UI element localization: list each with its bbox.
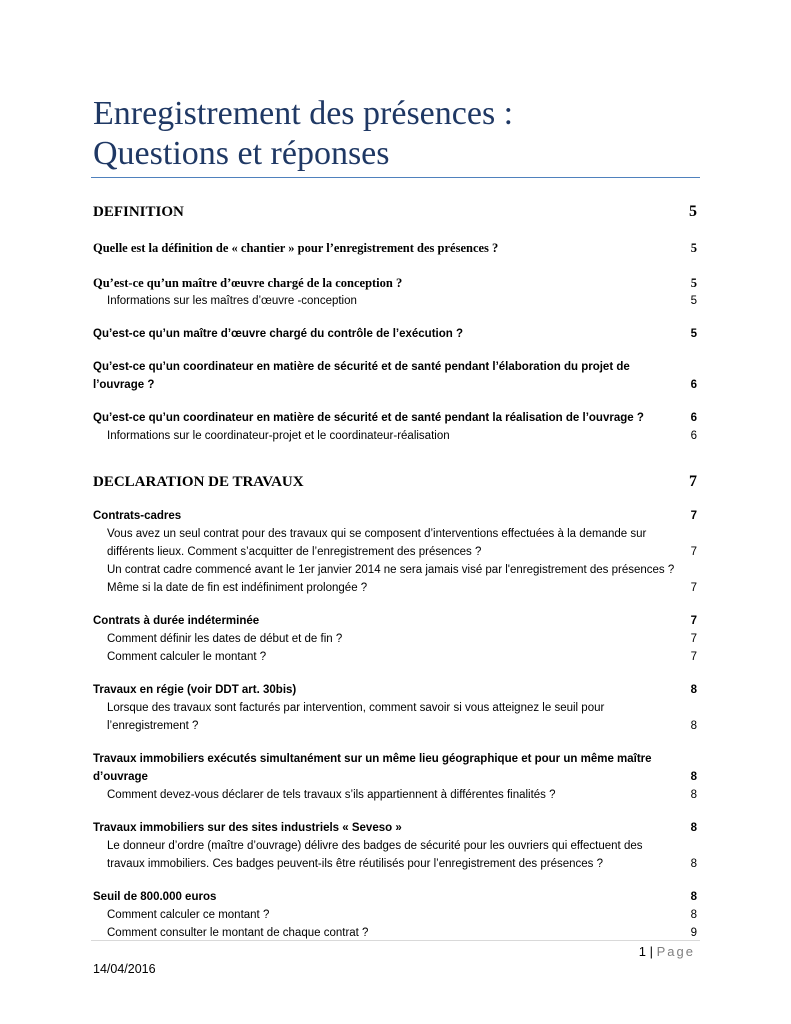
toc-page-number: 7 <box>690 651 697 663</box>
toc-page-number: 8 <box>690 720 697 732</box>
toc-page-number: 7 <box>689 473 697 490</box>
toc-page-number: 7 <box>690 615 697 627</box>
toc-subentry[interactable] <box>93 561 697 597</box>
toc-entry-text: Informations sur le coordinateur-projet et le coordinateur-réalisation <box>107 430 450 442</box>
footer-divider <box>91 940 700 941</box>
toc-page-number: 7 <box>690 510 697 522</box>
toc-page-number: 5 <box>689 203 697 220</box>
toc-entry[interactable] <box>93 681 697 699</box>
toc-entry-text: Lorsque des travaux sont facturés par intervention, comment savoir si vous atteignez le seuil pour l’enregistrement ? <box>107 702 605 732</box>
toc-entry[interactable] <box>93 409 697 427</box>
toc-heading[interactable] <box>93 472 697 492</box>
toc-entry-text: Comment définir les dates de début et de fin ? <box>107 633 343 645</box>
toc-page-number: 7 <box>690 633 697 645</box>
toc-page-number: 5 <box>690 295 697 307</box>
title-underline <box>91 177 700 178</box>
toc-page-number: 8 <box>690 909 697 921</box>
toc-subentry[interactable] <box>93 525 697 561</box>
toc-heading[interactable] <box>93 202 697 222</box>
toc-subentry[interactable] <box>93 427 697 445</box>
toc-entry-text: Travaux immobiliers sur des sites industriels « Seveso » <box>93 822 402 834</box>
toc-page-number: 7 <box>690 546 697 558</box>
toc-subentry[interactable] <box>93 630 697 648</box>
toc-entry-text: Comment calculer le montant ? <box>107 651 267 663</box>
toc-entry-text: Vous avez un seul contrat pour des travaux qui se composent d’interventions effectuées à la demande sur différents lieux. Comment s’acquitter de l’enregistrement des présences ? <box>107 528 647 558</box>
toc-page-number: 8 <box>690 858 697 870</box>
toc-entry[interactable] <box>93 819 697 837</box>
toc-entry-text: Qu’est-ce qu’un coordinateur en matière de sécurité et de santé pendant la réalisation de l’ouvrage ? <box>93 412 644 424</box>
footer-page-number <box>639 944 695 959</box>
toc-page-number: 5 <box>690 241 697 255</box>
toc-entry[interactable] <box>93 612 697 630</box>
toc-entry[interactable] <box>93 358 697 394</box>
page-separator: | <box>649 944 653 959</box>
toc-page-number: 8 <box>690 789 697 801</box>
toc-entry-text: Comment calculer ce montant ? <box>107 909 270 921</box>
toc-entry-text: Comment devez-vous déclarer de tels travaux s’ils appartiennent à différentes finalités ? <box>107 789 556 801</box>
toc-entry-text: Contrats-cadres <box>93 510 182 522</box>
toc-page-number: 6 <box>690 379 697 391</box>
toc-page-number: 6 <box>690 430 697 442</box>
toc-entry-text: Qu’est-ce qu’un coordinateur en matière de sécurité et de santé pendant l’élaboration du projet de l’ouvrage ? <box>93 361 630 391</box>
toc-entry-text: Informations sur les maîtres d’œuvre -conception <box>107 295 357 307</box>
toc-page-number: 8 <box>690 684 697 696</box>
toc-page-number: 8 <box>690 771 697 783</box>
toc-entry-text: Travaux immobiliers exécutés simultanément sur un même lieu géographique et pour un même maître d’ouvrage <box>93 753 652 783</box>
toc-entry-text: Qu’est-ce qu’un maître d’œuvre chargé du contrôle de l’exécution ? <box>93 328 463 340</box>
toc-page-number: 7 <box>690 582 697 594</box>
toc-page-number: 9 <box>690 927 697 939</box>
toc-page-number: 6 <box>690 412 697 424</box>
toc-entry-text: DECLARATION DE TRAVAUX <box>93 474 304 490</box>
title-line-2: Questions et réponses <box>93 135 390 172</box>
toc-page-number: 5 <box>690 276 697 290</box>
toc-page-number: 5 <box>690 328 697 340</box>
toc-entry-text: Comment consulter le montant de chaque contrat ? <box>107 927 369 939</box>
footer-date: 14/04/2016 <box>93 962 156 976</box>
title-line-1: Enregistrement des présences : <box>93 95 514 132</box>
toc-entry-text: Contrats à durée indéterminée <box>93 615 260 627</box>
page-label: Page <box>656 944 695 959</box>
toc-entry-text: Seuil de 800.000 euros <box>93 891 217 903</box>
toc-entry[interactable] <box>93 325 697 343</box>
toc-entry[interactable] <box>93 888 697 906</box>
toc-subentry[interactable] <box>93 906 697 924</box>
toc-entry-text: Travaux en régie (voir DDT art. 30bis) <box>93 684 297 696</box>
toc-subentry[interactable] <box>93 648 697 666</box>
toc-entry[interactable] <box>93 507 697 525</box>
toc-page-number: 8 <box>690 822 697 834</box>
toc-page-number: 8 <box>690 891 697 903</box>
document-title <box>93 94 713 174</box>
toc-subentry[interactable] <box>93 292 697 310</box>
toc-entry-text: Qu’est-ce qu’un maître d’œuvre chargé de la conception ? <box>93 276 403 290</box>
table-of-contents <box>93 198 697 942</box>
toc-entry-text: DEFINITION <box>93 204 184 220</box>
toc-subentry[interactable] <box>93 837 697 873</box>
toc-entry-text: Un contrat cadre commencé avant le 1er janvier 2014 ne sera jamais visé par l'enregistrement des présences ? Même si la date de fin est indéfiniment prolongée ? <box>107 564 675 594</box>
toc-subentry[interactable] <box>93 786 697 804</box>
toc-subentry[interactable] <box>93 699 697 735</box>
toc-entry[interactable] <box>93 750 697 786</box>
page-number: 1 <box>638 944 646 959</box>
toc-entry-text: Le donneur d’ordre (maître d’ouvrage) délivre des badges de sécurité pour les ouvriers qui effectuent des travaux immobiliers. Ces badges peuvent-ils être réutilisés pour l’enregistrement des présences ? <box>107 840 643 870</box>
toc-entry-text: Quelle est la définition de « chantier » pour l’enregistrement des présences ? <box>93 241 499 255</box>
toc-entry[interactable] <box>93 274 697 292</box>
toc-entry[interactable] <box>93 239 697 257</box>
